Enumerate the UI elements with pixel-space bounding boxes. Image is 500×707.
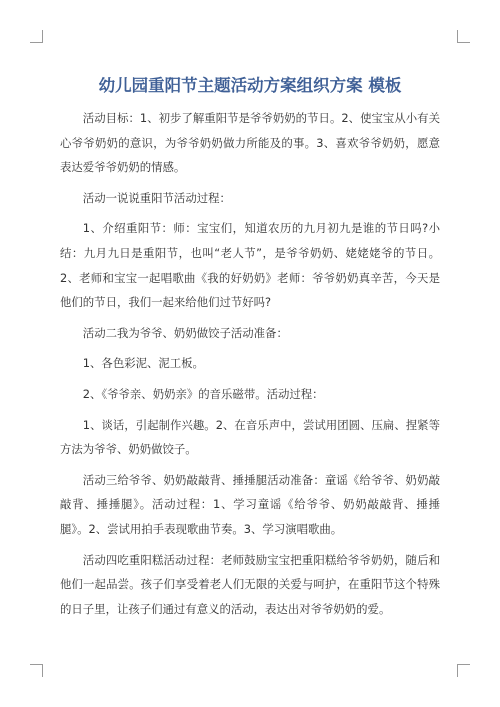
crop-mark-top-right bbox=[457, 30, 470, 43]
document-title: 幼儿园重阳节主题活动方案组织方案 模板 bbox=[98, 76, 402, 96]
paragraph-activity-1-heading: 活动一说说重阳节活动过程： bbox=[82, 190, 231, 205]
paragraph-activity-2-body: 1、谈话，引起制作兴趣。2、在音乐声中，尝试用团圆、压扁、捏紧等方法为爷爷、奶奶做饺子。 bbox=[60, 417, 440, 457]
paragraph-activity-3: 活动三给爷爷、奶奶敲敲背、捶捶腿活动准备：童谣《给爷爷、奶奶敲敲背、捶捶腿》。活动过程：1、学习童谣《给爷爷、奶奶敲敲背、捶捶腿》。2、尝试用拍手表现歌曲节奏。3、学习演唱歌曲。 bbox=[60, 472, 440, 536]
paragraph-activity-4: 活动四吃重阳糕活动过程：老师鼓励宝宝把重阳糕给爷爷奶奶，随后和他们一起品尝。孩子们享受着老人们无限的关爱与呵护，在重阳节这个特殊的日子里，让孩子们通过有意义的活动，表达出对爷爷奶奶的爱。 bbox=[60, 552, 440, 616]
paragraph-activity-2-heading: 活动二我为爷爷、奶奶做饺子活动准备： bbox=[82, 325, 288, 340]
paragraph-goals: 活动目标：1、初步了解重阳节是爷爷奶奶的节日。2、使宝宝从小有关心爷爷奶奶的意识，为爷爷奶奶做力所能及的事。3、喜欢爷爷奶奶，愿意表达爱爷爷奶奶的情感。 bbox=[60, 111, 440, 175]
crop-mark-bottom-right bbox=[457, 664, 470, 677]
paragraph-materials-1: 1、各色彩泥、泥工板。 bbox=[82, 356, 204, 371]
document-body bbox=[60, 106, 440, 627]
crop-mark-top-left bbox=[30, 30, 43, 43]
crop-mark-bottom-left bbox=[30, 664, 43, 677]
paragraph-activity-1-body: 1、介绍重阳节：师：宝宝们，知道农历的九月初九是谁的节日吗?小结：九月九日是重阳节，也叫“老人节”，是爷爷奶奶、姥姥姥爷的节日。2、老师和宝宝一起唱歌曲《我的好奶奶》老师：爷爷奶奶真辛苦，今天是他们的节日，我们一起来给他们过节好吗? bbox=[60, 221, 440, 310]
paragraph-materials-2: 2、《爷爷亲、奶奶亲》的音乐磁带。活动过程： bbox=[82, 386, 324, 401]
